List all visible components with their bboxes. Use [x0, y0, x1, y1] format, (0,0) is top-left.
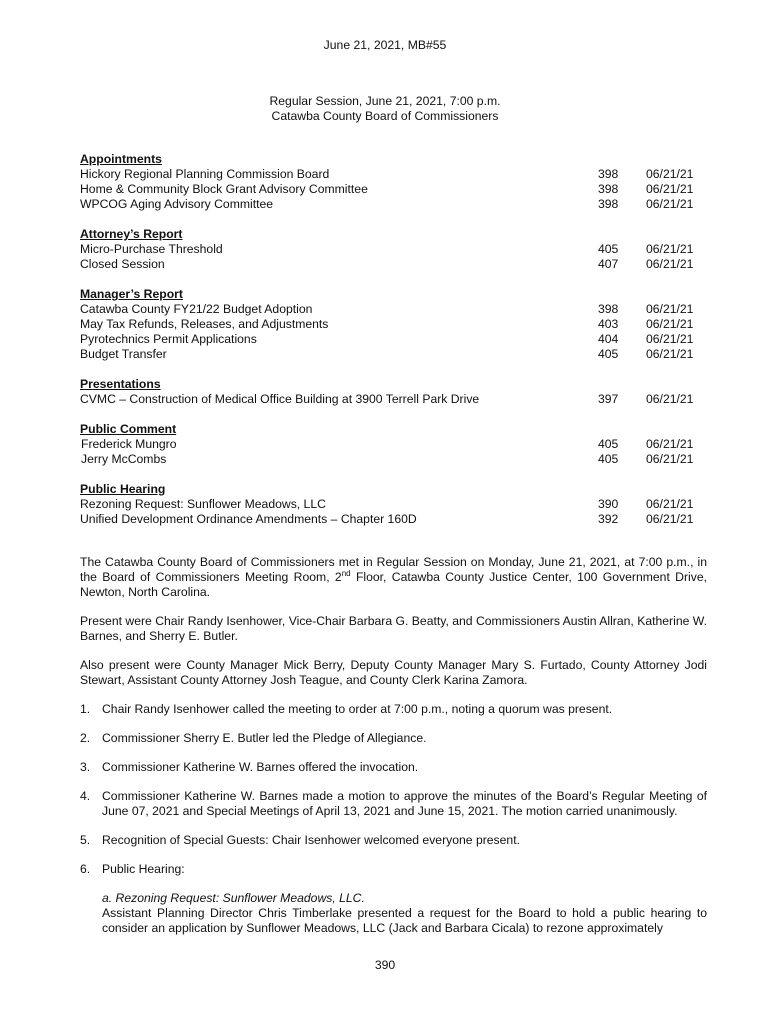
item-number: 4. — [80, 789, 91, 803]
item-text: Commissioner Sherry E. Butler led the Pledge of Allegiance. — [102, 731, 427, 745]
entry-page: 392 — [598, 512, 619, 526]
subitem-text: Assistant Planning Director Chris Timberlake presented a request for the Board to hold a public hearing to consider an application by Sunflower Meadows, LLC (Jack and Barbara Cicala) to rezone approximately — [102, 906, 707, 935]
public-hearing-subitem — [80, 891, 707, 936]
item-text: Public Hearing: — [102, 862, 185, 876]
entry-label: Home & Community Block Grant Advisory Committee — [80, 182, 368, 196]
entry-label: Unified Development Ordinance Amendments – Chapter 160D — [80, 512, 417, 526]
entry-page: 398 — [598, 197, 619, 211]
entry-page: 398 — [598, 182, 619, 196]
index-section-attorney — [80, 227, 700, 272]
entry-date: 06/21/21 — [646, 317, 694, 331]
entry-page: 404 — [598, 332, 619, 346]
section-title: Public Comment — [80, 422, 177, 436]
entry-label: CVMC – Construction of Medical Office Building at 3900 Terrell Park Drive — [80, 392, 480, 406]
entry-date: 06/21/21 — [646, 167, 694, 181]
section-title: Presentations — [80, 377, 161, 391]
entry-page: 405 — [598, 437, 619, 451]
item-number: 3. — [80, 760, 91, 774]
agenda-item — [80, 833, 707, 848]
index-entry — [80, 497, 700, 512]
intro-text-a: The Catawba County Board of Commissioners met in Regular Session on Monday, June 21, 2021, at 7:00 p.m., in the Board of Commissioners Meeting Room, 2 — [80, 555, 707, 584]
index-section-public-hearing — [80, 482, 700, 527]
index-entry — [80, 317, 700, 332]
item-text: Commissioner Katherine W. Barnes made a motion to approve the minutes of the Board’s Regular Meeting of June 07, 2021 and Special Meetings of April 13, 2021 and June 15, 2021. The motion carried unanimously. — [102, 789, 707, 818]
entry-page: 403 — [598, 317, 619, 331]
agenda-item — [80, 731, 707, 746]
entry-page: 398 — [598, 167, 619, 181]
entry-date: 06/21/21 — [646, 347, 694, 361]
entry-page: 405 — [598, 242, 619, 256]
entry-label: Rezoning Request: Sunflower Meadows, LLC — [80, 497, 326, 511]
entry-date: 06/21/21 — [646, 332, 694, 346]
intro-paragraph — [80, 555, 707, 600]
agenda-item — [80, 760, 707, 775]
entry-page: 397 — [598, 392, 619, 406]
index-section-appointments — [80, 152, 700, 212]
entry-date: 06/21/21 — [646, 512, 694, 526]
also-present-paragraph: Also present were County Manager Mick Berry, Deputy County Manager Mary S. Furtado, County Attorney Jodi Stewart, Assistant County Attorney Josh Teague, and County Clerk Karina Zamora. — [80, 658, 707, 687]
section-title: Appointments — [80, 152, 162, 166]
index-entry — [80, 257, 700, 272]
index-entry — [80, 332, 700, 347]
entry-label: May Tax Refunds, Releases, and Adjustments — [80, 317, 329, 331]
index-entry — [80, 437, 700, 452]
entry-page: 405 — [598, 347, 619, 361]
minutes-index — [80, 152, 700, 542]
entry-label: Hickory Regional Planning Commission Board — [80, 167, 330, 181]
entry-label: Micro-Purchase Threshold — [80, 242, 223, 256]
entry-date: 06/21/21 — [646, 392, 694, 406]
entry-date: 06/21/21 — [646, 452, 694, 466]
entry-page: 390 — [598, 497, 619, 511]
agenda-item — [80, 702, 707, 717]
intro-superscript: nd — [341, 568, 351, 578]
subitem-title: a. Rezoning Request: Sunflower Meadows, LLC. — [102, 891, 365, 905]
entry-page: 398 — [598, 302, 619, 316]
index-section-public-comment — [80, 422, 700, 467]
item-number: 5. — [80, 833, 91, 847]
page-header: June 21, 2021, MB#55 — [323, 38, 447, 52]
entry-date: 06/21/21 — [646, 497, 694, 511]
index-entry — [80, 302, 700, 317]
intro-text-b: Floor, Catawba County Justice Center, 100 Government Drive, Newton, North Carolina. — [80, 570, 708, 599]
item-number: 1. — [80, 702, 91, 716]
index-entry — [80, 242, 700, 257]
entry-label: WPCOG Aging Advisory Committee — [80, 197, 274, 211]
entry-label: Pyrotechnics Permit Applications — [80, 332, 257, 346]
item-number: 6. — [80, 862, 91, 876]
index-entry — [80, 512, 700, 527]
entry-date: 06/21/21 — [646, 302, 694, 316]
item-number: 2. — [80, 731, 91, 745]
entry-date: 06/21/21 — [646, 257, 694, 271]
entry-label: Closed Session — [80, 257, 165, 271]
section-title: Manager’s Report — [80, 287, 183, 301]
index-entry — [80, 197, 700, 212]
page-number: 390 — [374, 958, 396, 972]
entry-label: Frederick Mungro — [81, 437, 177, 451]
index-entry — [80, 182, 700, 197]
entry-label: Jerry McCombs — [81, 452, 167, 466]
index-entry — [80, 167, 700, 182]
item-text: Commissioner Katherine W. Barnes offered the invocation. — [102, 760, 419, 774]
entry-page: 405 — [598, 452, 619, 466]
minutes-body — [80, 555, 707, 936]
index-entry — [80, 347, 700, 362]
item-text: Recognition of Special Guests: Chair Isenhower welcomed everyone present. — [102, 833, 520, 847]
index-section-presentations — [80, 377, 700, 407]
session-title: Regular Session, June 21, 2021, 7:00 p.m. — [269, 94, 501, 108]
index-entry — [80, 392, 700, 407]
agenda-item — [80, 789, 707, 819]
entry-page: 407 — [598, 257, 619, 271]
entry-date: 06/21/21 — [646, 242, 694, 256]
present-paragraph: Present were Chair Randy Isenhower, Vice-Chair Barbara G. Beatty, and Commissioners Austin Allran, Katherine W. Barnes, and Sherry E. Butler. — [80, 614, 707, 643]
session-body: Catawba County Board of Commissioners — [271, 109, 499, 123]
index-entry — [80, 452, 700, 467]
entry-date: 06/21/21 — [646, 437, 694, 451]
section-title: Public Hearing — [80, 482, 166, 496]
entry-date: 06/21/21 — [646, 182, 694, 196]
section-title: Attorney’s Report — [80, 227, 183, 241]
index-section-manager — [80, 287, 700, 362]
entry-date: 06/21/21 — [646, 197, 694, 211]
entry-label: Budget Transfer — [80, 347, 167, 361]
agenda-item — [80, 862, 707, 877]
item-text: Chair Randy Isenhower called the meeting to order at 7:00 p.m., noting a quorum was present. — [102, 702, 613, 716]
entry-label: Catawba County FY21/22 Budget Adoption — [80, 302, 313, 316]
